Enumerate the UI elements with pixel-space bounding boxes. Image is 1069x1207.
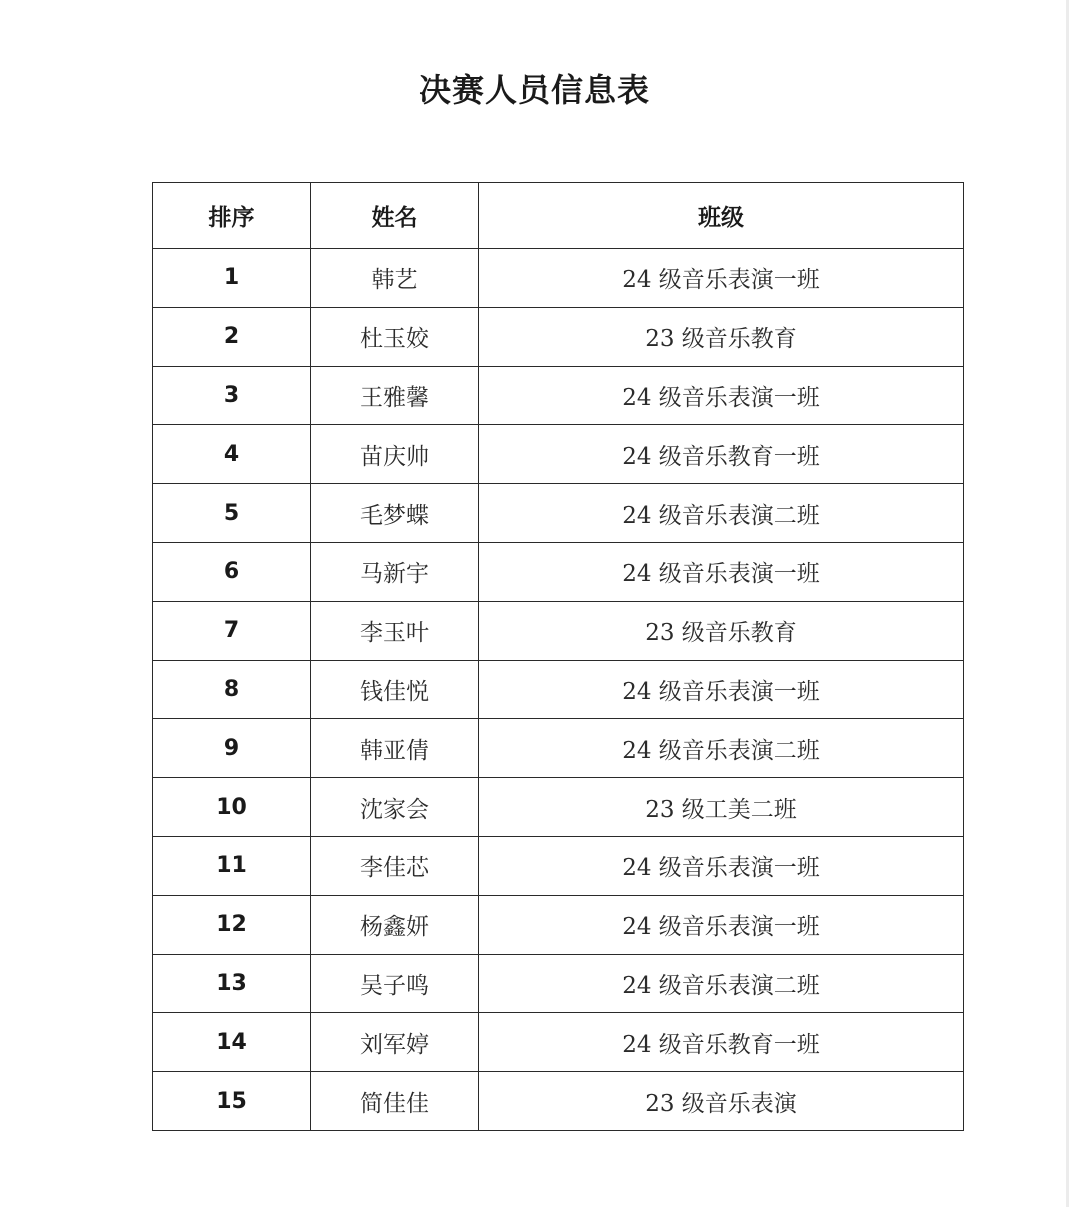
name-cell: 王雅馨 [311,366,479,425]
rank-cell: 8 [153,660,311,719]
rank-cell: 10 [153,778,311,837]
header-class: 班级 [479,183,964,249]
class-cell: 24 级音乐教育一班 [479,425,964,484]
table-row [153,366,964,425]
table-row [153,307,964,366]
class-cell: 23 级音乐表演 [479,1072,964,1131]
name-cell: 韩亚倩 [311,719,479,778]
name-cell: 简佳佳 [311,1072,479,1131]
rank-cell: 2 [153,307,311,366]
rank-cell: 6 [153,542,311,601]
rank-cell: 15 [153,1072,311,1131]
table-row [153,836,964,895]
name-cell: 毛梦蝶 [311,484,479,543]
rank-cell: 11 [153,836,311,895]
table-row [153,719,964,778]
name-cell: 杨鑫妍 [311,895,479,954]
rank-cell: 13 [153,954,311,1013]
name-cell: 吴子鸣 [311,954,479,1013]
class-cell: 24 级音乐表演一班 [479,895,964,954]
class-cell: 24 级音乐表演一班 [479,542,964,601]
name-cell: 沈家会 [311,778,479,837]
table-row [153,895,964,954]
table-row [153,778,964,837]
name-cell: 钱佳悦 [311,660,479,719]
table-row [153,1072,964,1131]
class-cell: 23 级工美二班 [479,778,964,837]
class-cell: 24 级音乐表演二班 [479,719,964,778]
name-cell: 韩艺 [311,249,479,308]
class-cell: 23 级音乐教育 [479,601,964,660]
table-row [153,954,964,1013]
rank-cell: 4 [153,425,311,484]
header-rank: 排序 [153,183,311,249]
class-cell: 24 级音乐教育一班 [479,1013,964,1072]
class-cell: 24 级音乐表演一班 [479,249,964,308]
table-row [153,601,964,660]
class-cell: 24 级音乐表演二班 [479,484,964,543]
rank-cell: 1 [153,249,311,308]
table-row [153,249,964,308]
table-row [153,542,964,601]
header-name: 姓名 [311,183,479,249]
rank-cell: 3 [153,366,311,425]
class-cell: 24 级音乐表演二班 [479,954,964,1013]
name-cell: 李佳芯 [311,836,479,895]
class-cell: 24 级音乐表演一班 [479,660,964,719]
table-header-row [153,183,964,249]
rank-cell: 7 [153,601,311,660]
class-cell: 23 级音乐教育 [479,307,964,366]
name-cell: 李玉叶 [311,601,479,660]
rank-cell: 14 [153,1013,311,1072]
table-row [153,1013,964,1072]
class-cell: 24 级音乐表演一班 [479,836,964,895]
table-row [153,660,964,719]
name-cell: 苗庆帅 [311,425,479,484]
table-row [153,425,964,484]
table-row [153,484,964,543]
rank-cell: 5 [153,484,311,543]
class-cell: 24 级音乐表演一班 [479,366,964,425]
name-cell: 刘军婷 [311,1013,479,1072]
rank-cell: 12 [153,895,311,954]
rank-cell: 9 [153,719,311,778]
name-cell: 杜玉姣 [311,307,479,366]
document-title: 决赛人员信息表 [418,71,650,109]
name-cell: 马新宇 [311,542,479,601]
finalist-table [152,182,964,1131]
